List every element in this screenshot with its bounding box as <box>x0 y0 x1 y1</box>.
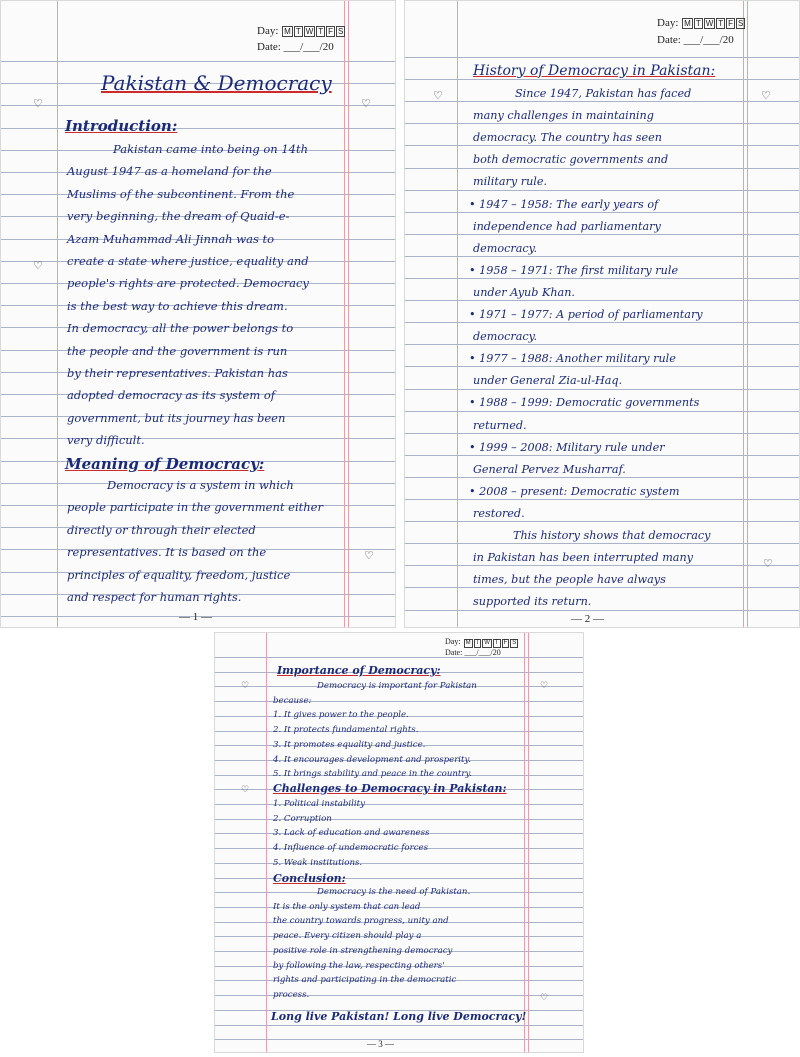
text-line: democracy. <box>473 330 538 344</box>
text-line: Muslims of the subcontinent. From the <box>67 186 295 201</box>
day-box: M <box>284 27 291 36</box>
ruled-line <box>405 344 799 345</box>
margin-line-right <box>524 633 525 1052</box>
day-label: Day: <box>657 17 679 29</box>
ruled-line <box>1 105 395 106</box>
text-line: General Pervez Musharraf. <box>473 462 626 476</box>
margin-line-right-2 <box>348 1 349 627</box>
text-line: • 1971 – 1977: A period of parliamentary <box>469 308 703 321</box>
text-line: Democracy is a system in which <box>107 478 294 492</box>
text-line: 1. It gives power to the people. <box>273 710 409 721</box>
section-heading-conclusion: Conclusion: <box>273 872 346 885</box>
margin-line-right-2 <box>747 1 748 627</box>
section-heading-meaning: Meaning of Democracy: <box>65 455 265 473</box>
text-line: democracy. <box>473 241 538 255</box>
text-line: 4. Influence of undemocratic forces <box>273 843 429 854</box>
day-box: F <box>728 19 734 28</box>
ruled-line <box>405 168 799 169</box>
day-field <box>257 25 345 37</box>
text-line: • 1958 – 1971: The first military rule <box>469 263 679 277</box>
text-line: is the best way to achieve this dream. <box>67 298 288 313</box>
date-field <box>657 34 734 46</box>
text-line: 3. It promotes equality and justice. <box>273 739 426 750</box>
heart-icon: ♡ <box>241 681 250 691</box>
text-line: because: <box>273 695 312 706</box>
notebook-page-2 <box>404 0 800 628</box>
page-number: — 2 — <box>571 613 604 625</box>
date-label: Date: <box>657 34 681 46</box>
ruled-line <box>405 521 799 522</box>
date-value: ___/___/20 <box>283 41 334 53</box>
text-line: 4. It encourages development and prosperity. <box>273 754 471 765</box>
ruled-line <box>405 101 799 102</box>
ruled-line <box>405 57 799 58</box>
ruled-line <box>405 212 799 213</box>
text-line: This history shows that democracy <box>513 529 711 542</box>
date-value: ___/___/20 <box>464 648 501 657</box>
day-box: T <box>475 640 480 646</box>
ruled-line <box>405 278 799 279</box>
notebook-page-3 <box>214 632 584 1053</box>
day-field <box>445 637 518 648</box>
text-line: 5. It brings stability and peace in the country. <box>273 769 472 780</box>
day-box: M <box>465 640 471 646</box>
text-line: In democracy, all the power belongs to <box>67 321 294 336</box>
ruled-line <box>1 61 395 62</box>
text-line: • 1999 – 2008: Military rule under <box>469 440 665 454</box>
text-line: Democracy is the need of Pakistan. <box>317 887 471 897</box>
text-line: 5. Weak institutions. <box>273 857 363 868</box>
text-line: process. <box>273 989 310 1000</box>
ruled-line <box>405 543 799 544</box>
day-box: T <box>318 27 324 36</box>
closing-line: Long live Pakistan! Long live Democracy! <box>271 1010 527 1023</box>
ruled-line <box>405 411 799 412</box>
ruled-line <box>405 190 799 191</box>
text-line: in Pakistan has been interrupted many <box>473 551 693 565</box>
date-label: Date: <box>445 648 463 657</box>
heart-icon: ♡ <box>361 97 371 110</box>
day-box: F <box>328 27 334 36</box>
day-label: Day: <box>445 637 461 646</box>
text-line: Democracy is important for Pakistan <box>317 681 477 691</box>
text-line: • 2008 – present: Democratic system <box>469 484 680 498</box>
text-line: Pakistan came into being on 14th <box>113 142 309 156</box>
text-line: August 1947 as a homeland for the <box>67 164 272 179</box>
text-line: by following the law, respecting others' <box>273 960 445 971</box>
text-line: people's rights are protected. Democracy <box>67 276 309 291</box>
text-line: 1. Political instability <box>273 799 365 809</box>
page-number: — 1 — <box>179 611 212 623</box>
ruled-line <box>405 499 799 500</box>
heart-icon: ♡ <box>33 259 43 272</box>
ruled-line <box>405 300 799 301</box>
day-box: S <box>738 19 744 28</box>
text-line: and respect for human rights. <box>67 590 242 604</box>
ruled-line <box>405 389 799 390</box>
section-heading-history: History of Democracy in Pakistan: <box>473 63 716 79</box>
heart-icon: ♡ <box>761 89 771 102</box>
section-heading-introduction: Introduction: <box>65 117 178 135</box>
text-line: Since 1947, Pakistan has faced <box>515 87 692 100</box>
text-line: principles of equality, freedom, justice <box>67 567 291 582</box>
ruled-line <box>1 438 395 439</box>
margin-line-right-2 <box>528 633 529 1052</box>
ruled-line <box>405 477 799 478</box>
day-box: T <box>718 19 724 28</box>
text-line: representatives. It is based on the <box>67 545 267 560</box>
text-line: democracy. The country has seen <box>473 131 662 145</box>
date-field <box>257 41 334 53</box>
day-box: W <box>705 19 714 28</box>
text-line: returned. <box>473 418 527 432</box>
text-line: 2. It protects fundamental rights. <box>273 725 419 736</box>
heart-icon: ♡ <box>241 785 250 795</box>
ruled-line <box>405 610 799 611</box>
text-line: supported its return. <box>473 595 592 609</box>
ruled-line <box>405 366 799 367</box>
margin-line-left <box>266 633 267 1052</box>
date-label: Date: <box>257 41 281 53</box>
text-line: by their representatives. Pakistan has <box>67 366 288 380</box>
ruled-line <box>405 587 799 588</box>
ruled-line <box>405 123 799 124</box>
text-line: 2. Corruption <box>273 813 332 824</box>
day-field <box>657 17 745 29</box>
text-line: create a state where justice, equality and <box>67 254 309 268</box>
ruled-line <box>1 128 395 129</box>
text-line: the people and the government is run <box>67 343 288 358</box>
text-line: adopted democracy as its system of <box>67 388 276 403</box>
heart-icon: ♡ <box>540 993 549 1003</box>
ruled-line <box>405 234 799 235</box>
page-title: Pakistan & Democracy <box>101 71 332 95</box>
day-box: S <box>338 27 344 36</box>
text-line: times, but the people have always <box>473 573 666 587</box>
text-line: government, but its journey has been <box>67 410 286 425</box>
heart-icon: ♡ <box>364 549 374 562</box>
heart-icon: ♡ <box>433 89 443 102</box>
ruled-line <box>405 145 799 146</box>
day-box: T <box>295 27 301 36</box>
text-line: It is the only system that can lead <box>273 901 421 912</box>
ruled-line <box>405 322 799 323</box>
day-box: T <box>695 19 701 28</box>
text-line: 3. Lack of education and awareness <box>273 828 430 839</box>
text-line: positive role in strengthening democracy <box>273 945 453 956</box>
page-number: — 3 — <box>367 1039 394 1049</box>
text-line: the country towards progress, unity and <box>273 916 449 927</box>
text-line: very beginning, the dream of Quaid-e- <box>67 209 290 224</box>
text-line: very difficult. <box>67 433 145 448</box>
text-line: directly or through their elected <box>67 522 256 537</box>
ruled-line <box>405 433 799 434</box>
text-line: Azam Muhammad Ali Jinnah was to <box>67 231 275 246</box>
ruled-line <box>405 455 799 456</box>
text-line: • 1977 – 1988: Another military rule <box>469 352 676 366</box>
text-line: both democratic governments and <box>473 153 669 167</box>
day-box: W <box>305 27 314 36</box>
text-line: peace. Every citizen should play a <box>273 931 422 942</box>
section-heading-challenges: Challenges to Democracy in Pakistan: <box>273 782 507 795</box>
day-box: F <box>503 640 508 646</box>
day-box: T <box>494 640 499 646</box>
margin-line-left <box>457 1 458 627</box>
text-line: rights and participating in the democratic <box>273 975 457 986</box>
heart-icon: ♡ <box>33 97 43 110</box>
text-line: • 1947 – 1958: The early years of <box>469 197 659 211</box>
text-line: many challenges in maintaining <box>473 109 654 123</box>
margin-line-right <box>743 1 744 627</box>
margin-line-left <box>57 1 58 627</box>
heart-icon: ♡ <box>540 681 549 691</box>
day-box: S <box>512 640 517 646</box>
date-field <box>445 648 501 657</box>
text-line: • 1988 – 1999: Democratic governments <box>469 396 700 410</box>
day-label: Day: <box>257 25 279 37</box>
section-heading-importance: Importance of Democracy: <box>277 664 441 677</box>
day-box: W <box>484 640 490 646</box>
day-box: M <box>684 19 691 28</box>
ruled-line <box>405 79 799 80</box>
text-line: people participate in the government either <box>67 500 323 515</box>
date-value: ___/___/20 <box>683 34 734 46</box>
notebook-page-1 <box>0 0 396 628</box>
text-line: under General Zia-ul-Haq. <box>473 374 623 388</box>
ruled-line <box>405 565 799 566</box>
text-line: restored. <box>473 506 525 520</box>
text-line: independence had parliamentary <box>473 219 661 233</box>
text-line: military rule. <box>473 175 548 189</box>
text-line: under Ayub Khan. <box>473 285 575 299</box>
margin-line-right <box>344 1 345 627</box>
heart-icon: ♡ <box>763 557 773 570</box>
ruled-line <box>405 256 799 257</box>
